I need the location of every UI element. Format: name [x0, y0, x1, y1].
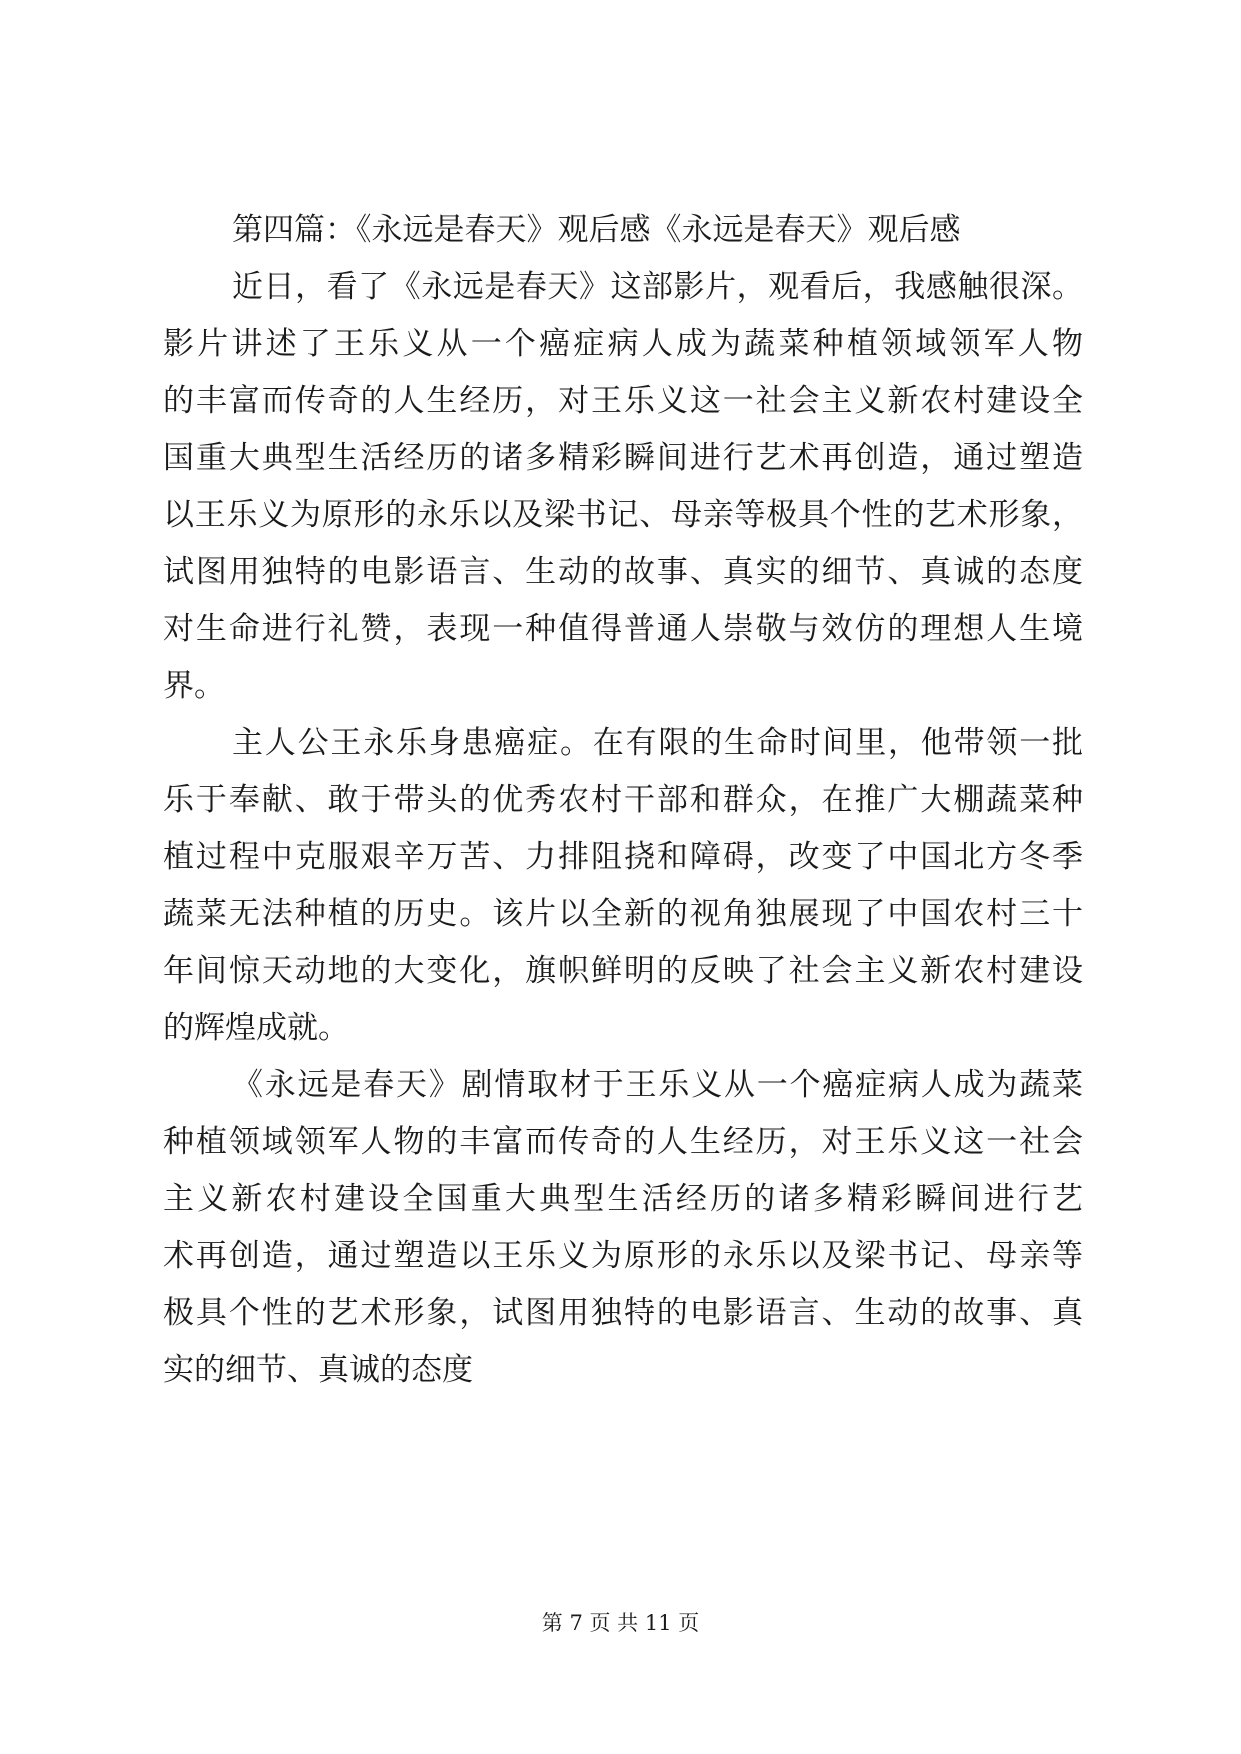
paragraph-1-line-6: 试图用独特的电影语言、生动的故事、真实的细节、真诚的态度: [163, 554, 1083, 590]
paragraph-1-line-8: 界。: [163, 668, 225, 704]
paragraph-2-line-2: 乐于奉献、敢于带头的优秀农村干部和群众，在推广大棚蔬菜种: [163, 782, 1083, 818]
paragraph-3-line-1: 《永远是春天》剧情取材于王乐义从一个癌症病人成为蔬菜: [232, 1067, 1083, 1103]
paragraph-1-line-3: 的丰富而传奇的人生经历，对王乐义这一社会主义新农村建设全: [163, 383, 1083, 419]
paragraph-2-line-3: 植过程中克服艰辛万苦、力排阻挠和障碍，改变了中国北方冬季: [163, 839, 1083, 875]
paragraph-1-line-2: 影片讲述了王乐义从一个癌症病人成为蔬菜种植领域领军人物: [163, 326, 1083, 362]
document-title: 第四篇：《永远是春天》观后感《永远是春天》观后感: [232, 212, 961, 248]
paragraph-3-line-4: 术再创造，通过塑造以王乐义为原形的永乐以及梁书记、母亲等: [163, 1238, 1083, 1274]
paragraph-1-line-5: 以王乐义为原形的永乐以及梁书记、母亲等极具个性的艺术形象，: [163, 497, 1083, 533]
paragraph-3-line-6: 实的细节、真诚的态度: [163, 1352, 473, 1388]
page-number-footer: 第 7 页 共 11 页: [541, 1611, 700, 1635]
paragraph-1-line-7: 对生命进行礼赞，表现一种值得普通人崇敬与效仿的理想人生境: [163, 611, 1083, 647]
paragraph-1-line-1: 近日，看了《永远是春天》这部影片，观看后，我感触很深。: [232, 269, 1083, 305]
paragraph-2-line-4: 蔬菜无法种植的历史。该片以全新的视角独展现了中国农村三十: [163, 896, 1083, 932]
paragraph-2-line-1: 主人公王永乐身患癌症。在有限的生命时间里，他带领一批: [232, 725, 1083, 761]
paragraph-3-line-5: 极具个性的艺术形象，试图用独特的电影语言、生动的故事、真: [163, 1295, 1083, 1331]
paragraph-3-line-2: 种植领域领军人物的丰富而传奇的人生经历，对王乐义这一社会: [163, 1124, 1083, 1160]
paragraph-2-line-6: 的辉煌成就。: [163, 1010, 349, 1046]
paragraph-3-line-3: 主义新农村建设全国重大典型生活经历的诸多精彩瞬间进行艺: [163, 1181, 1083, 1217]
paragraph-1-line-4: 国重大典型生活经历的诸多精彩瞬间进行艺术再创造，通过塑造: [163, 440, 1083, 476]
paragraph-2-line-5: 年间惊天动地的大变化，旗帜鲜明的反映了社会主义新农村建设: [163, 953, 1083, 989]
